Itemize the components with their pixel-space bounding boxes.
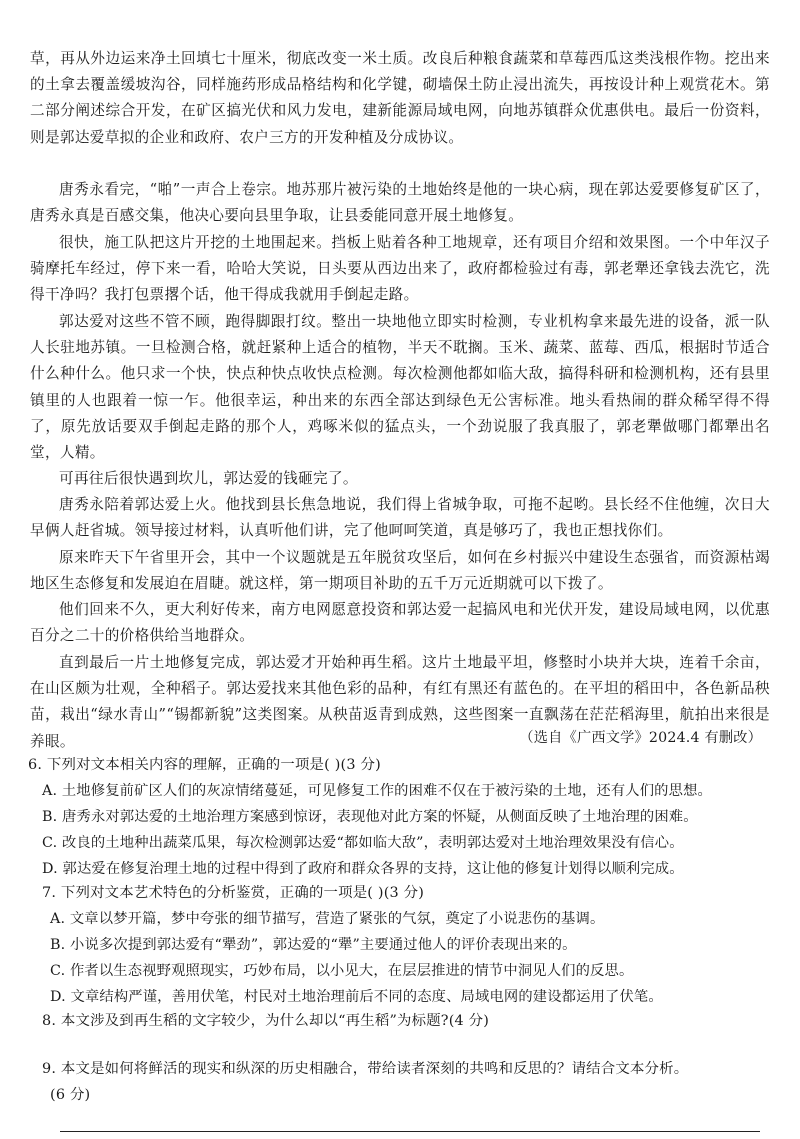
passage-paragraph-3: 很快，施工队把这片开挖的土地围起来。挡板上贴着各种工地规章，还有项目介绍和效果图。一个中年汉子骑摩托车经过，停下来一看，哈哈大笑说，日头要从西边出来了，政府都检验过有毒，郭老犟还拿钱去洗它，洗得干净吗？我打包票撂个话，他干得成我就用手倒起走路。 xyxy=(30,234,770,304)
question-9-score: (6 分) xyxy=(50,1087,91,1103)
passage-paragraph-6: 唐秀永陪着郭达爱上火。他找到县长焦急地说，我们得上省城争取，可拖不起哟。县长经不住他缠，次日大早俩人赶省城。领导接过材料，认真听他们讲，完了他呵呵笑道，真是够巧了，我也正想找你们。 xyxy=(30,496,770,540)
question-6-option-b: B. 唐秀永对郭达爱的土地治理方案感到惊讶，表现他对此方案的怀疑，从侧面反映了土地治理的困难。 xyxy=(42,809,698,825)
question-6-option-d: D. 郭达爱在修复治理土地的过程中得到了政府和群众各界的支持，这让他的修复计划得以顺利完成。 xyxy=(42,861,684,877)
passage-paragraph-2: 唐秀永看完，“啪”一声合上卷宗。地苏那片被污染的土地始终是他的一块心病，现在郭达爱要修复矿区了，唐秀永真是百感交集，他决心要向县里争取，让县委能同意开展土地修复。 xyxy=(30,181,770,225)
question-7-option-a: A. 文章以梦开篇，梦中夸张的细节描写，营造了紧张的气氛，奠定了小说悲伤的基调。 xyxy=(50,911,605,927)
question-6-option-a: A. 土地修复前矿区人们的灰凉情绪蔓延，可见修复工作的困难不仅在于被污染的土地，还有人们的思想。 xyxy=(42,783,712,799)
passage-paragraph-1: 草，再从外边运来净土回填七十厘米，彻底改变一米土质。改良后种粮食蔬菜和草莓西瓜这类浅根作物。挖出来的土拿去覆盖缓坡沟谷，同样施药形成品格结构和化学键，砌墙保土防止浸出流失，再按设计种上观赏花木。第二部分阐述综合开发，在矿区搞光伏和风力发电，建新能源局域电网，向地苏镇群众优惠供电。最后一份资料，则是郭达爱草拟的企业和政府、农户三方的开发种植及分成协议。 xyxy=(30,50,770,146)
question-7-option-c: C. 作者以生态视野观照现实，巧妙布局，以小见大，在层层推进的情节中洞见人们的反思。 xyxy=(50,963,634,979)
question-8-stem: 8. 本文涉及到再生稻的文字较少，为什么却以“再生稻”为标题?(4 分) xyxy=(42,1013,490,1029)
passage-paragraph-8: 他们回来不久，更大利好传来，南方电网愿意投资和郭达爱一起搞风电和光伏开发，建设局域电网，以优惠百分之二十的价格供给当地群众。 xyxy=(30,601,770,645)
passage-paragraph-7: 原来昨天下午省里开会，其中一个议题就是五年脱贫攻坚后，如何在乡村振兴中建设生态强省，而资源枯竭地区生态修复和发展迫在眉睫。就这样，第一期项目补助的五千万元近期就可以下拨了。 xyxy=(30,549,770,593)
passage-paragraph-9: 直到最后一片土地修复完成，郭达爱才开始种再生稻。这片土地最平坦，修整时小块并大块，连着千余亩，在山区颇为壮观，全种稻子。郭达爱找来其他色彩的品种，有红有黑还有蓝色的。在平坦的稻田中，各色新品秧苗，栽出“绿水青山”“锡都新貌”这类图案。从秧苗返青到成熟，这些图案一直飘荡在茫茫稻海里，航拍出来很是养眼。 xyxy=(30,654,770,750)
question-7-option-b: B. 小说多次提到郭达爱有“犟劲”，郭达爱的“犟”主要通过他人的评价表现出来的。 xyxy=(50,937,577,953)
question-9-stem: 9. 本文是如何将鲜活的现实和纵深的历史相融合，带给读者深刻的共鸣和反思的？请结合文本分析。 xyxy=(42,1061,689,1077)
passage-paragraph-4: 郭达爱对这些不管不顾，跑得脚跟打纹。整出一块地他立即实时检测，专业机构拿来最先进的设备，派一队人长驻地苏镇。一旦检测合格，就赶紧种上适合的植物，半天不耽搁。玉米、蔬菜、蓝莓、西瓜，根据时节适合什么种什么。他只求一个快，快点种快点收快点检测。每次检测他都如临大敌，搞得科研和检测机构，还有县里镇里的人也跟着一惊一乍。他很幸运，种出来的东西全部达到绿色无公害标准。地头看热闹的群众稀罕得不得了，原先放话要双手倒起走路的那个人，鸡啄米似的猛点头，一个劲说服了我真服了，郭老犟做哪门都犟出名堂，人精。 xyxy=(30,313,770,462)
question-7-option-d: D. 文章结构严谨，善用伏笔，村民对土地治理前后不同的态度、局域电网的建设都运用了伏笔。 xyxy=(50,989,663,1005)
answer-line[interactable] xyxy=(60,1131,760,1132)
question-6-option-c: C. 改良的土地种出蔬菜瓜果，每次检测郭达爱“都如临大敌”，表明郭达爱对土地治理效果没有信心。 xyxy=(42,835,684,851)
question-6-stem: 6. 下列对文本相关内容的理解，正确的一项是( )(3 分) xyxy=(28,757,381,773)
passage-paragraph-5: 可再往后很快遇到坎儿，郭达爱的钱砸完了。 xyxy=(59,470,358,487)
source-citation: （选自《广西文学》2024.4 有删改） xyxy=(519,730,762,746)
question-7-stem: 7. 下列对文本艺术特色的分析鉴赏，正确的一项是( )(3 分) xyxy=(42,885,425,901)
